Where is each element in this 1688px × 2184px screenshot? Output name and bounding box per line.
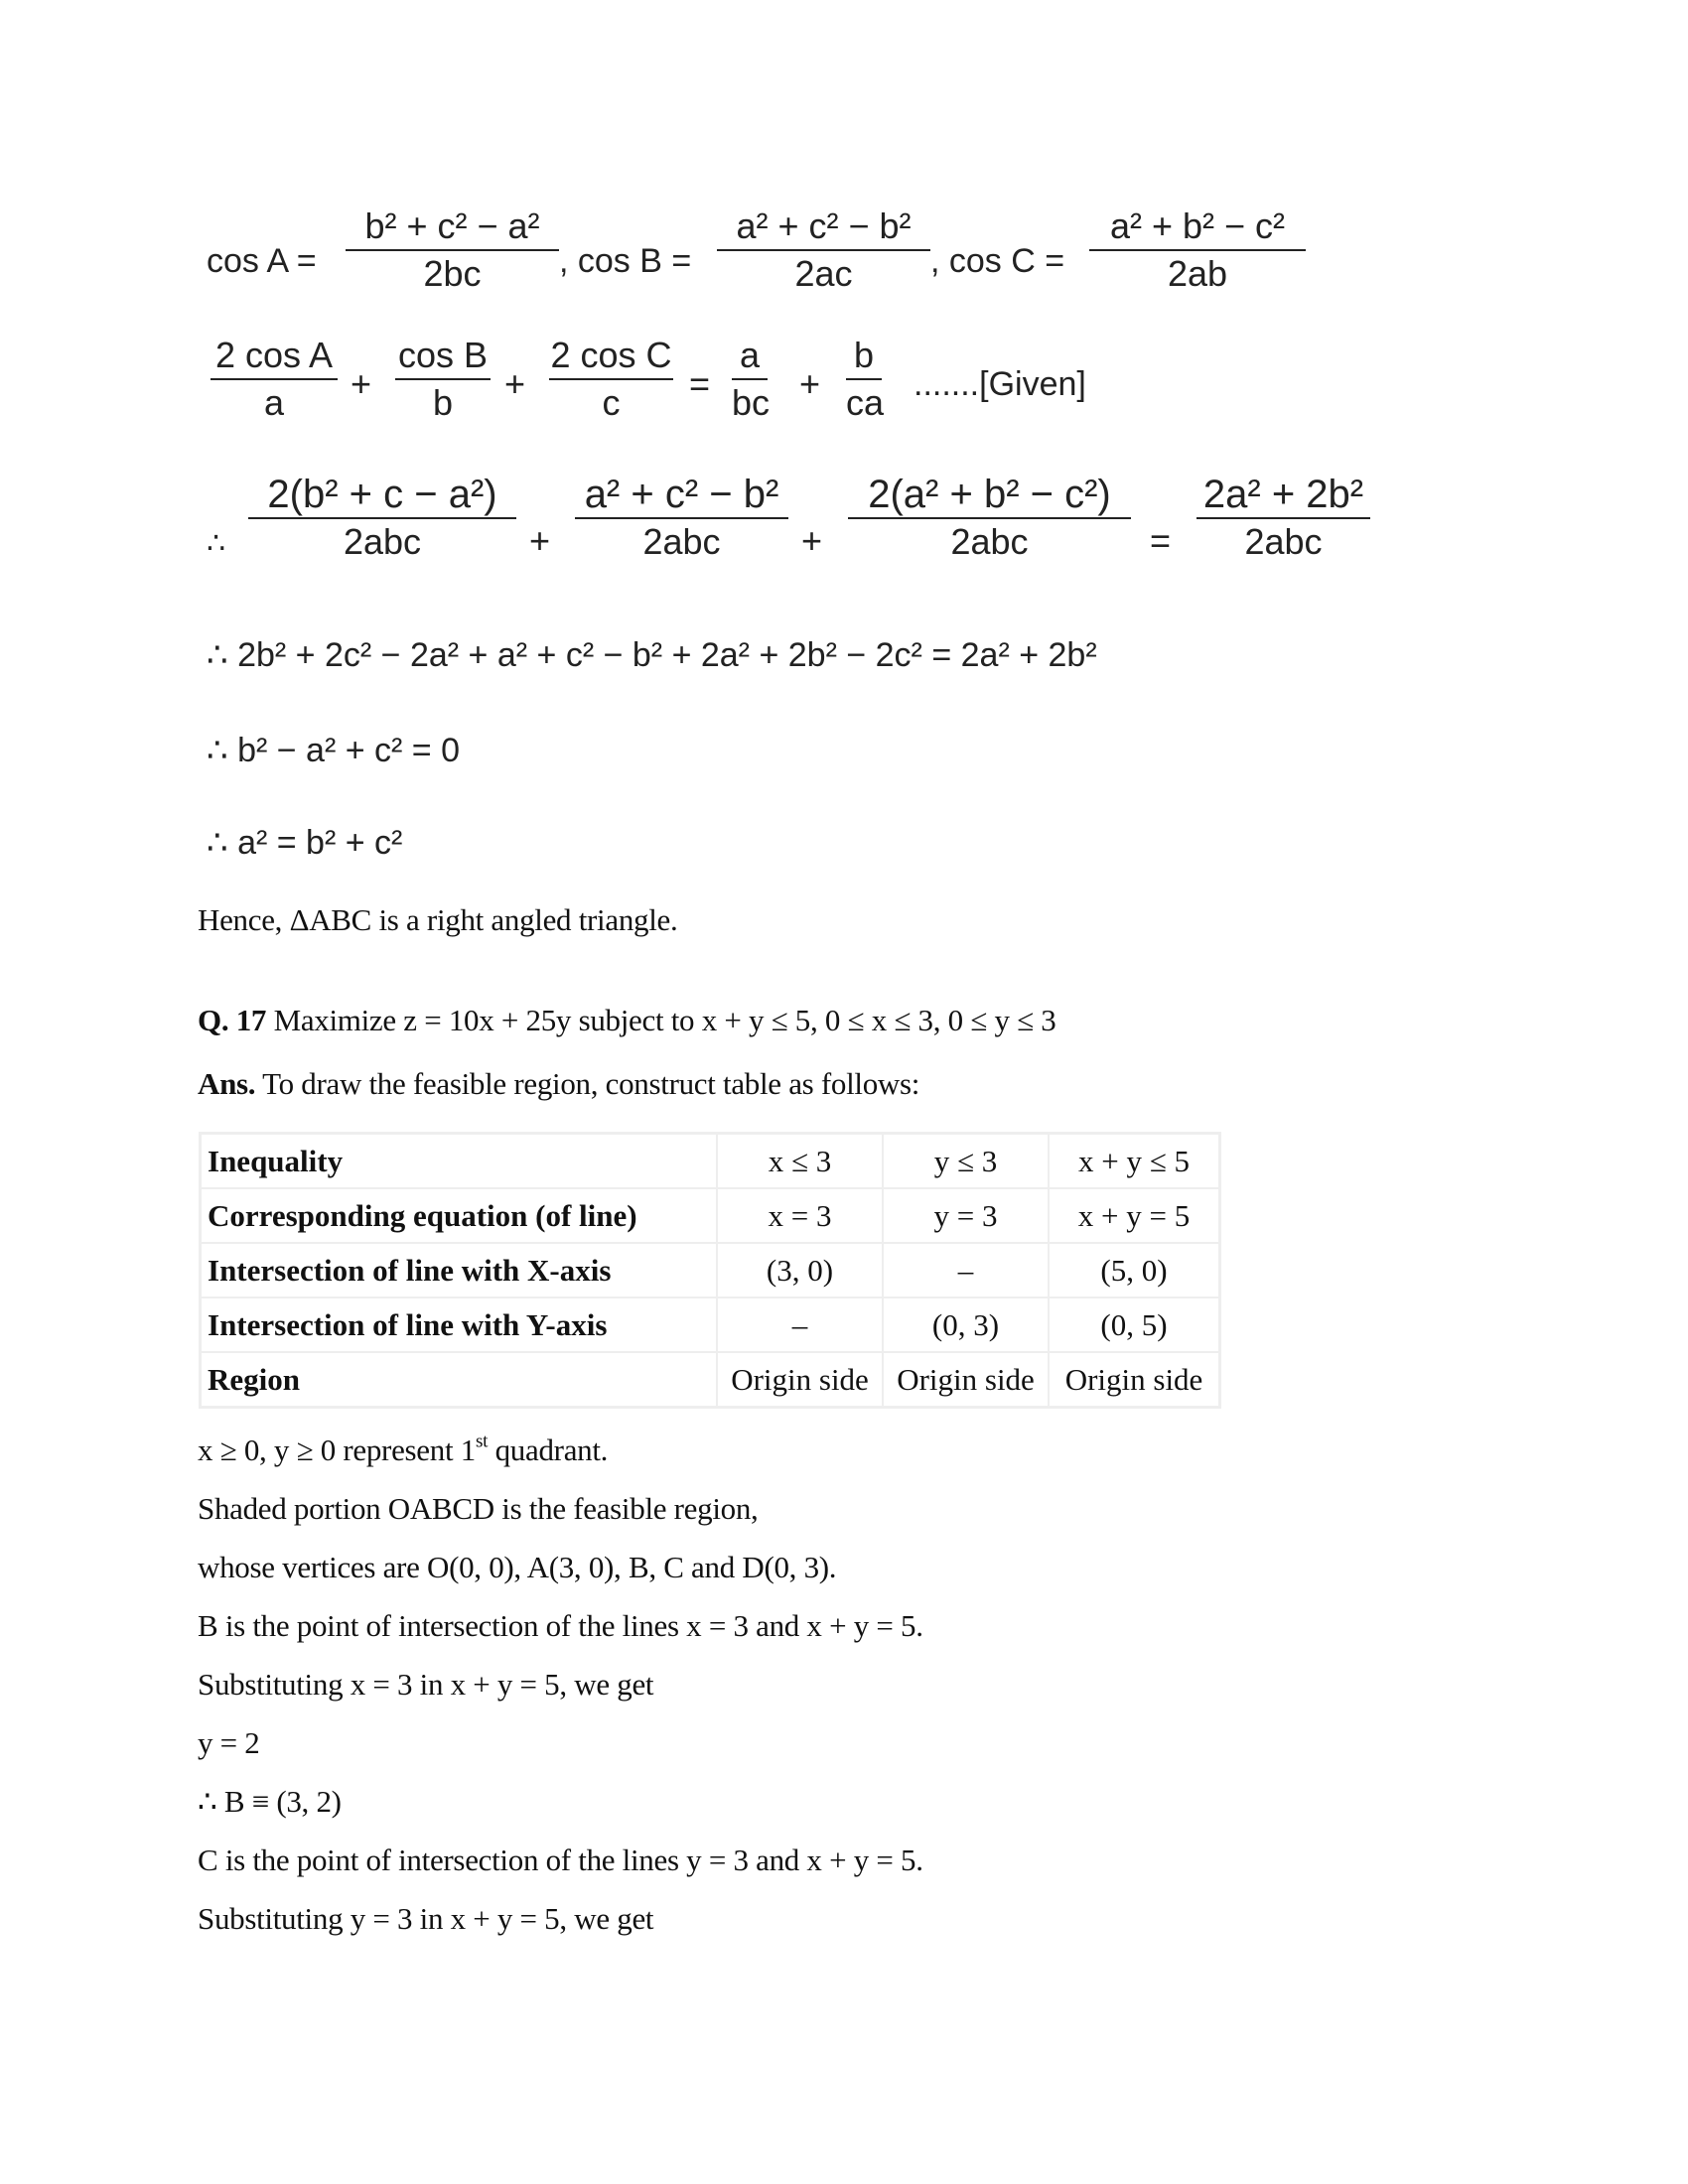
fraction-bar [575, 517, 788, 519]
term-a-over-bc [732, 335, 771, 423]
body-line: whose vertices are O(0, 0), A(3, 0), B, C and D(0, 3). [198, 1550, 837, 1584]
answer-intro [198, 1066, 919, 1102]
numerator: 2(b² + c − a²) [267, 473, 497, 516]
fraction-bar [346, 249, 559, 251]
answer-label: Ans. [198, 1066, 256, 1101]
question-17 [198, 1003, 1055, 1038]
denominator: 2abc [1244, 521, 1323, 562]
inequality-table [199, 1132, 1221, 1409]
numerator: 2a² + 2b² [1202, 473, 1364, 516]
given-note: .......[Given] [914, 365, 1086, 403]
numerator: b² + c² − a² [364, 205, 540, 246]
denominator: 2ab [1167, 253, 1228, 294]
table-cell: (3, 0) [717, 1243, 883, 1297]
table-row [201, 1134, 1220, 1189]
denominator: 2abc [950, 521, 1029, 562]
denominator: ca [846, 382, 885, 423]
expanded-equation: ∴ 2b² + 2c² − 2a² + a² + c² − b² + 2a² + 2b² − 2c² = 2a² + 2b² [207, 636, 1097, 674]
body-line: C is the point of intersection of the lines y = 3 and x + y = 5. [198, 1843, 923, 1877]
plus-sign: + [801, 520, 823, 561]
body-line: y = 2 [198, 1725, 260, 1760]
denominator: b [432, 382, 454, 423]
fraction-bar [1196, 517, 1370, 519]
ordinal-sup: st [475, 1431, 489, 1452]
quadrant-pre: x ≥ 0, y ≥ 0 represent 1 [198, 1433, 476, 1467]
table-cell: (0, 5) [1049, 1297, 1220, 1352]
numerator: 2 cos A [214, 335, 334, 375]
table-row [201, 1243, 1220, 1297]
cos-a-label: cos A = [207, 242, 317, 280]
fraction-bar [549, 378, 673, 380]
table-cell: Origin side [717, 1352, 883, 1408]
numerator: b [853, 335, 875, 375]
body-line: Substituting y = 3 in x + y = 5, we get [198, 1901, 654, 1936]
result-equation: ∴ a² = b² + c² [207, 824, 403, 862]
fraction-bar [248, 517, 516, 519]
table-cell: Origin side [1049, 1352, 1220, 1408]
fraction-bar [846, 378, 882, 380]
fraction-bar [848, 517, 1131, 519]
cos-a-fraction [346, 206, 559, 294]
cos-b-label: , cos B = [559, 242, 692, 280]
table-cell: x + y = 5 [1049, 1188, 1220, 1243]
cos-c-label: , cos C = [930, 242, 1065, 280]
table-cell: (0, 3) [883, 1297, 1049, 1352]
numerator: a [739, 335, 761, 375]
table-cell: x ≤ 3 [717, 1134, 883, 1189]
row-header: Region [201, 1352, 718, 1408]
table-cell: y ≤ 3 [883, 1134, 1049, 1189]
row-header: Inequality [201, 1134, 718, 1189]
plus-sign: + [529, 520, 551, 561]
table-cell: – [883, 1243, 1049, 1297]
equals-sign: = [689, 363, 711, 404]
body-line: B is the point of intersection of the lines x = 3 and x + y = 5. [198, 1608, 923, 1643]
quadrant-post: quadrant. [488, 1433, 609, 1467]
body-line: Shaded portion OABCD is the feasible region, [198, 1491, 759, 1526]
denominator: c [602, 382, 621, 423]
equals-sign: = [1150, 520, 1172, 561]
table-row [201, 1188, 1220, 1243]
answer-text: To draw the feasible region, construct table as follows: [255, 1066, 920, 1101]
denominator: 2ac [794, 253, 853, 294]
plus-sign: + [799, 363, 821, 404]
fraction-bar [211, 378, 338, 380]
term-2cosA-over-a [211, 336, 338, 423]
rhs-term [1196, 475, 1370, 562]
table-cell: (5, 0) [1049, 1243, 1220, 1297]
row-header: Intersection of line with Y-axis [201, 1297, 718, 1352]
plus-sign: + [504, 363, 526, 404]
denominator: bc [732, 382, 771, 423]
fraction-bar [395, 378, 491, 380]
denominator: 2abc [343, 521, 422, 562]
cos-b-fraction [717, 206, 930, 294]
table-cell: y = 3 [883, 1188, 1049, 1243]
question-text: Maximize z = 10x + 25y subject to x + y ≤ 5, 0 ≤ x ≤ 3, 0 ≤ y ≤ 3 [266, 1003, 1056, 1037]
denominator: 2bc [423, 253, 482, 294]
denominator: a [263, 382, 285, 423]
plus-sign: + [351, 363, 372, 404]
fraction-bar [717, 249, 930, 251]
term-2cosC-over-c [549, 336, 673, 423]
conclusion-text: Hence, ΔABC is a right angled triangle. [198, 902, 678, 937]
term-2 [575, 475, 788, 562]
term-3 [848, 475, 1131, 562]
term-1 [248, 475, 516, 562]
quadrant-text [198, 1433, 608, 1468]
numerator: a² + c² − b² [584, 473, 779, 516]
denominator: 2abc [642, 521, 721, 562]
term-cosB-over-b [395, 336, 491, 423]
table-cell: Origin side [883, 1352, 1049, 1408]
numerator: a² + b² − c² [1109, 205, 1286, 246]
table-row [201, 1352, 1220, 1408]
therefore-symbol: ∴ [207, 527, 226, 560]
table-row [201, 1297, 1220, 1352]
body-line: ∴ B ≡ (3, 2) [198, 1784, 342, 1819]
numerator: a² + c² − b² [736, 205, 912, 246]
table-cell: x = 3 [717, 1188, 883, 1243]
table-cell: – [717, 1297, 883, 1352]
simplified-equation: ∴ b² − a² + c² = 0 [207, 732, 461, 769]
fraction-bar [732, 378, 768, 380]
body-line: Substituting x = 3 in x + y = 5, we get [198, 1667, 654, 1702]
fraction-bar [1089, 249, 1306, 251]
row-header: Corresponding equation (of line) [201, 1188, 718, 1243]
numerator: cos B [397, 335, 489, 375]
term-b-over-ca [846, 335, 885, 423]
row-header: Intersection of line with X-axis [201, 1243, 718, 1297]
table-cell: x + y ≤ 5 [1049, 1134, 1220, 1189]
numerator: 2 cos C [550, 335, 672, 375]
cos-c-fraction [1089, 206, 1306, 294]
question-label: Q. 17 [198, 1003, 267, 1037]
numerator: 2(a² + b² − c²) [868, 473, 1111, 516]
